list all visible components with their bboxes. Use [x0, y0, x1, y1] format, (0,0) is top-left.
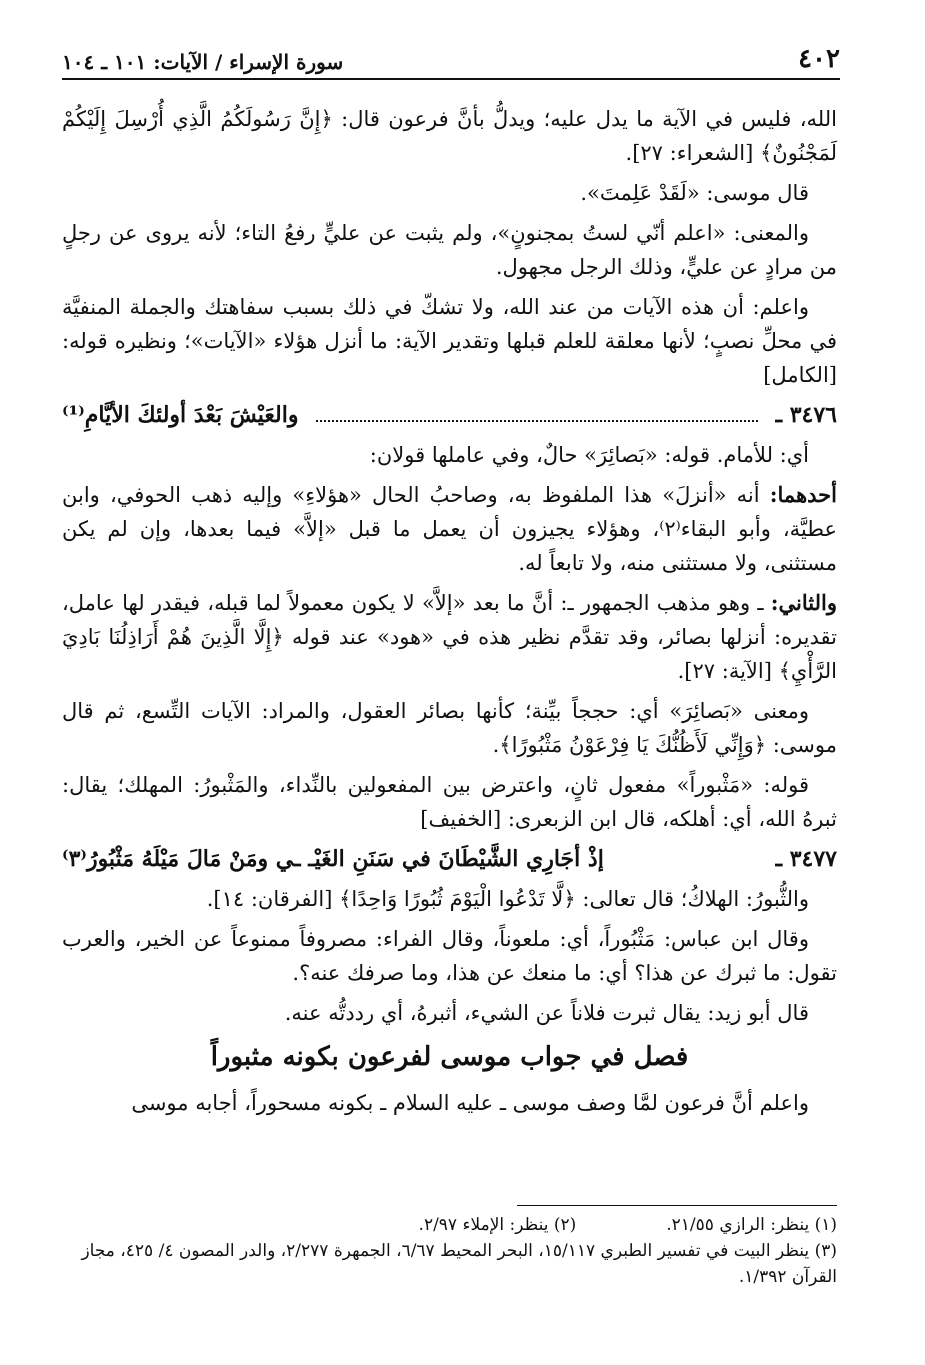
term-second-opinion: والثاني:: [770, 590, 837, 615]
footnote-2: (٢) ينظر: الإملاء ٢/٩٧.: [418, 1215, 577, 1235]
paragraph: قوله: «مَثْبوراً» مفعول ثانٍ، واعترض بين المفعولين بالنِّداء، والمَثْبورُ: المهلك؛ يقال: ثبرهُ الله، أي: أهلكه، قال ابن الزبعرى: [الخفيف]: [62, 773, 837, 831]
paragraph: ومعنى «بَصائِرَ» أي: حججاً بيِّنة؛ كأنها بصائر العقول، والمراد: الآيات التِّسع، ثم قال موسى: ﴿وَإِنِّي لَأَظُنُّكَ يَا فِرْعَوْنُ مَثْبُورًا﴾.: [62, 699, 837, 757]
verse-dotted-line: [316, 410, 757, 422]
paragraph: وقال ابن عباس: مَثْبُوراً، أي: ملعوناً، وقال الفراء: مصروفاً ممنوعاً عن الخير، والعرب تقول: ما ثبرك عن هذا؟ أي: ما منعك عن هذا، وما صرفك عنه؟.: [62, 927, 837, 985]
paragraph-text: ـ وهو مذهب الجمهور ـ: أنَّ ما بعد «إلاَّ» لا يكون معمولاً لما قبله، فيقدر لها عامل، تقديره: أنزلها بصائر، وقد تقدَّم نظير هذه في «هود» عند قوله ﴿إِلَّا الَّذِينَ هُمْ أَرَاذِلُنَا بَادِيَ الرَّأْيِ﴾ [الآية: ٢٧].: [62, 591, 837, 683]
paragraph: [62, 478, 837, 580]
paragraph: واعلم أنَّ فرعون لمَّا وصف موسى ـ عليه السلام ـ بكونه مسحوراً، أجابه موسى: [131, 1091, 809, 1115]
paragraph: والمعنى: «اعلم أنّي لستُ بمجنونٍ»، ولم يثبت عن عليٍّ رفعُ التاء؛ لأنه يروى عن رجلٍ من مرادٍ عن عليٍّ، وذلك الرجل مجهول.: [62, 221, 837, 279]
paragraph: واعلم: أن هذه الآيات من عند الله، ولا تشكّ في ذلك بسبب سفاهتك والجملة المنفيَّة في محلِّ نصبٍ؛ لأنها معلقة للعلم قبلها وتقدير الآية: ما أنزل هؤلاء «الآيات»؛ ونظيره قوله: [الكامل]: [62, 295, 837, 387]
paragraph: والثُّبورُ: الهلاكُ؛ قال تعالى: ﴿لَّا تَدْعُوا الْيَوْمَ ثُبُورًا وَاحِدًا﴾ [الفرقان: ١٤].: [206, 887, 809, 911]
term-first-opinion: أحدهما:: [769, 482, 837, 507]
paragraph-text: أنه «أنزلَ» هذا الملفوظ به، وصاحبُ الحال «هؤلاءِ» وإليه ذهب الحوفي، وابن عطيَّة، وأبو البقاء⁽٢⁾، وهؤلاء يجيزون أن يعمل ما قبل «إلاَّ» فيما بعدها، وإن لم يكن مستثنى، ولا مستثنى منه، ولا تابعاً له.: [62, 483, 837, 575]
footnote-row: [62, 1212, 837, 1238]
verse-text: والعَيْشَ بَعْدَ أولئكَ الأيَّامِ⁽¹⁾: [62, 402, 299, 428]
paragraph: أي: للأمام. قوله: «بَصائِرَ» حالٌ، وفي عاملها قولان:: [369, 443, 809, 467]
verse-text: إذْ أجَارِي الشَّيْطَانَ في سَنَنِ الغَيْـ ـي ومَنْ مَالَ مَيْلَهُ مَثْبُورُ⁽٣⁾: [62, 846, 604, 872]
poetry-verse-3477: [62, 842, 837, 876]
footnote-separator: [517, 1205, 837, 1206]
footnote-3: (٣) ينظر البيت في تفسير الطبري ١٥/١١٧، البحر المحيط ٦/٦٧، الجمهرة ٢/٢٧٧، والدر المصون ٤/ ٤٢٥، مجاز القرآن ١/٣٩٢.: [81, 1241, 837, 1287]
footnote-1: (١) ينظر: الرازي ٢١/٥٥.: [666, 1215, 837, 1235]
paragraph: الله، فليس في الآية ما يدل عليه؛ ويدلُّ بأنَّ فرعون قال: ﴿إِنَّ رَسُولَكُمُ الَّذِي أُرْسِلَ إِلَيْكُمْ لَمَجْنُونٌ﴾ [الشعراء: ٢٧].: [62, 107, 837, 165]
poetry-verse-3476: [62, 398, 837, 432]
paragraph: قال أبو زيد: يقال ثبرت فلاناً عن الشيء، أثبرهُ، أي رددتُّه عنه.: [284, 1001, 809, 1025]
section-heading: فصل في جواب موسى لفرعون بكونه مثبوراً: [210, 1042, 689, 1072]
verse-number: ٣٤٧٦ ـ: [775, 402, 837, 428]
paragraph: [62, 586, 837, 688]
running-head: سورة الإسراء / الآيات: ١٠١ ـ ١٠٤: [62, 50, 344, 74]
paragraph: قال موسى: «لَقَدْ عَلِمتَ».: [580, 181, 809, 205]
page-header: [62, 38, 840, 80]
verse-number: ٣٤٧٧ ـ: [775, 846, 837, 872]
page-number: ٤٠٢: [798, 44, 840, 74]
footnotes: [62, 1212, 837, 1290]
main-text: [62, 102, 837, 1126]
